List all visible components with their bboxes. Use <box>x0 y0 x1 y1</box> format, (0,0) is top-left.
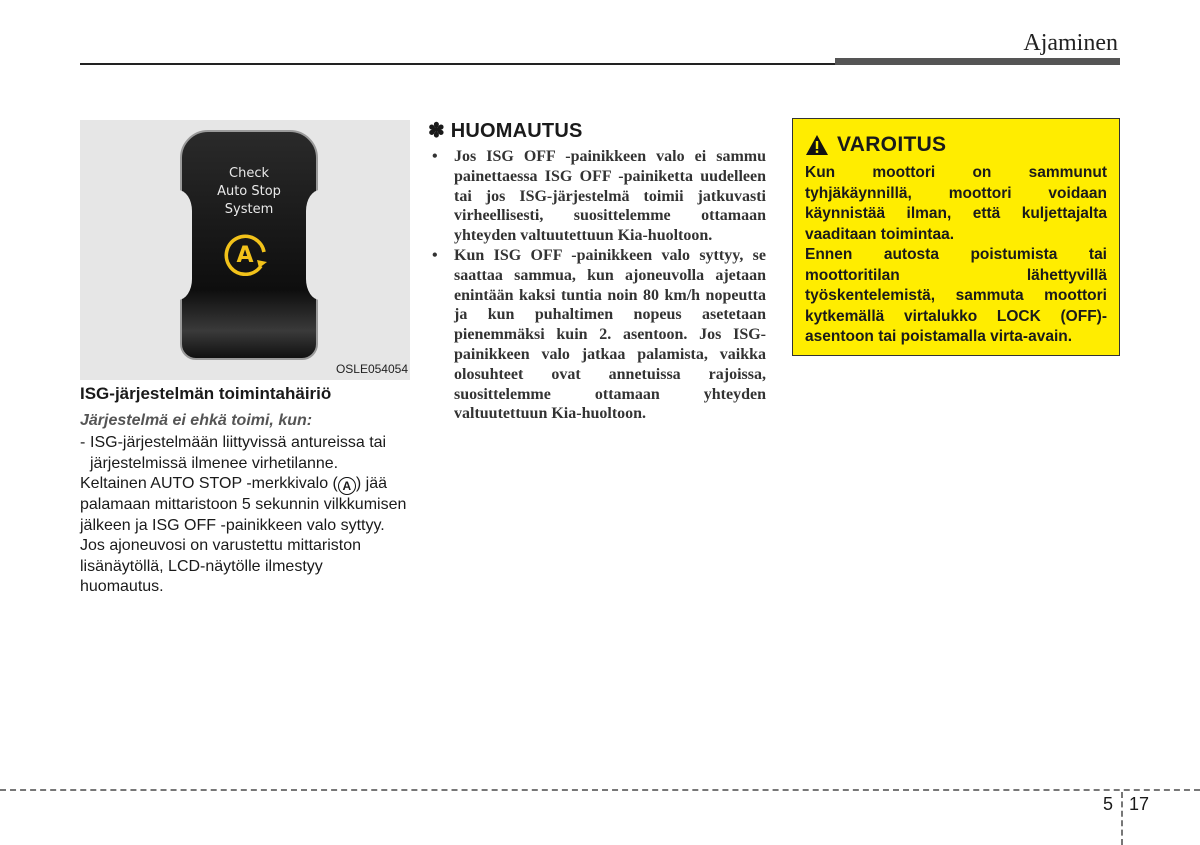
paragraph-text-end: ) jää palamaan mittaristoon 5 sekunnin vilkkumisen jälkeen ja ISG OFF -painikkeen valo syttyy. Jos ajoneuvosi on varustettu mittariston lisänäytöllä, LCD-näytölle ilmestyy huomautus. <box>80 475 407 595</box>
auto-stop-icon <box>221 232 271 276</box>
section-subheading: Järjestelmä ei ehkä toimi, kun: <box>80 411 313 429</box>
bullet-icon: • <box>432 246 438 264</box>
list-item-text: ISG-järjestelmään liittyvissä antureissa tai järjestelmissä ilmenee virhetilanne. <box>90 434 387 472</box>
note-section <box>428 118 766 424</box>
note-title-text: HUOMAUTUS <box>450 120 583 142</box>
list-item <box>80 433 410 474</box>
note-title <box>428 118 766 143</box>
list-item <box>428 147 766 246</box>
svg-text:A: A <box>236 243 254 268</box>
body-paragraph <box>80 474 410 598</box>
section-title: Ajaminen <box>1023 30 1118 56</box>
chapter-number: 5 <box>1103 794 1114 814</box>
note-symbol-icon: ✽ <box>428 120 445 142</box>
page-number: 17 <box>1129 794 1150 814</box>
header-rule <box>80 63 836 65</box>
warning-header <box>805 133 1107 157</box>
footer-rule <box>0 789 1200 791</box>
display-message <box>190 165 308 219</box>
footer-divider <box>1121 792 1123 845</box>
bullet-icon: • <box>432 148 438 165</box>
malfunction-section <box>80 384 410 598</box>
display-line: Auto Stop <box>217 184 281 199</box>
warning-paragraph: Ennen autosta poistumista tai moottoritilan lähettyvillä työskentelemistä, sammuta moottori kytkemällä virtalukko LOCK (OFF)-asentoon tai poistamalla virta-avain. <box>805 246 1107 345</box>
list-item <box>428 246 766 424</box>
note-list <box>428 147 766 424</box>
display-line: System <box>224 202 274 217</box>
dash-bullet: - <box>80 434 86 451</box>
paragraph-text-start: Keltainen AUTO STOP -merkkivalo ( <box>80 475 338 492</box>
display-shape-right <box>306 190 320 300</box>
figure-code: OSLE054054 <box>335 362 408 376</box>
warning-triangle-icon <box>805 134 829 156</box>
note-item-text: Jos ISG OFF -painikkeen valo ei sammu painettaessa ISG OFF -painiketta uudelleen tai jos ISG-järjestelmä toimii jatkuvasti virheellisesti, suosittelemme ottamaan yhteyden valtuutettuun Kia-huoltoon. <box>454 148 766 245</box>
warning-box <box>792 118 1120 356</box>
header-rule-accent <box>835 58 1120 65</box>
display-line: Check <box>229 166 269 181</box>
section-heading: ISG-järjestelmän toimintahäiriö <box>80 384 332 403</box>
warning-title: VAROITUS <box>837 133 947 156</box>
auto-stop-inline-icon: A <box>338 477 356 495</box>
warning-paragraph: Kun moottori on sammunut tyhjäkäynnillä, moottori voidaan käynnistää ilman, että kuljettajalta vaaditaan toimintaa. <box>805 164 1107 243</box>
note-item-text: Kun ISG OFF -painikkeen valo syttyy, se saattaa sammua, kun ajoneuvolla ajetaan enintään kaksi tuntia noin 80 km/h nopeutta ja kun puhaltimen nopeus asetetaan pienemmäksi kuin 2. asentoon. Jos ISG-painikkeen valo jatkaa palamista, vaikka olosuhteet ovat annetuissa rajoissa, suosittelemme ottamaan yhteyden valtuutettuun Kia-huoltoon. <box>454 246 766 423</box>
